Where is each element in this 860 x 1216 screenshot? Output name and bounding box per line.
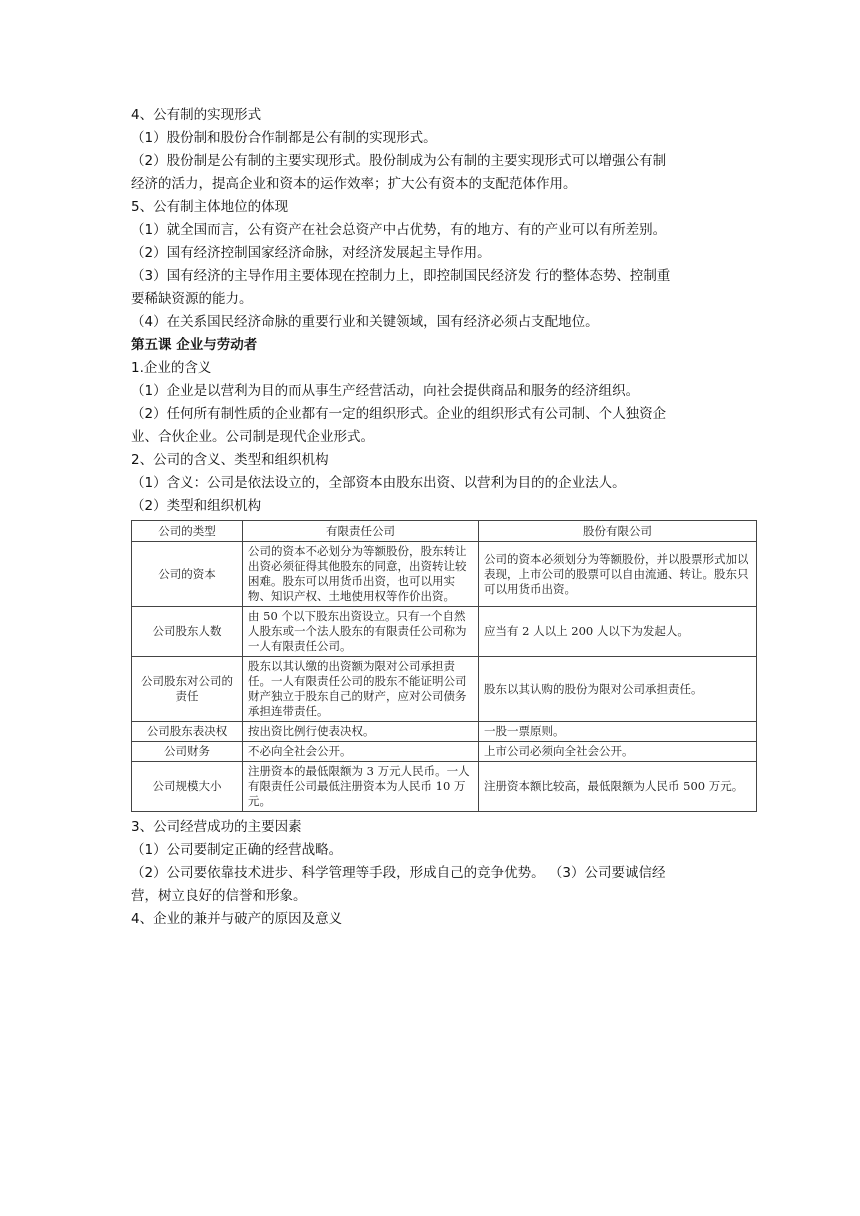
- table-cell: 应当有 2 人以上 200 人以下为发起人。: [479, 607, 757, 657]
- table-row: [132, 742, 757, 762]
- table-row: [132, 607, 757, 657]
- table-row: [132, 722, 757, 742]
- lesson-title: 第五课 企业与劳动者: [131, 337, 258, 353]
- paragraph: （1）含义：公司是依法设立的，全部资本由股东出资、以营利为目的的企业法人。: [131, 475, 626, 491]
- row-label-cell: 公司股东表决权: [132, 722, 243, 742]
- table-cell: 注册资本额比较高，最低限额为人民币 500 万元。: [479, 762, 757, 812]
- table-cell: 注册资本的最低限额为 3 万元人民币。一人有限责任公司最低注册资本为人民币 10 万元。: [243, 762, 479, 812]
- table-header-cell: 公司的类型: [132, 521, 243, 542]
- section-heading: 2、公司的含义、类型和组织机构: [131, 452, 329, 468]
- row-label-cell: 公司规模大小: [132, 762, 243, 812]
- table-header-row: [132, 521, 757, 542]
- table-cell: 公司的资本不必划分为等额股份，股东转让出资必须征得其他股东的同意，出资转让较困难。股东可以用货币出资，也可以用实物、知识产权、土地使用权等作价出资。: [243, 542, 479, 607]
- table-row: [132, 542, 757, 607]
- document-page: [131, 104, 761, 931]
- table-cell: 一股一票原则。: [479, 722, 757, 742]
- table-cell: 上市公司必须向全社会公开。: [479, 742, 757, 762]
- paragraph: （4）在关系国民经济命脉的重要行业和关键领域，国有经济必须占支配地位。: [131, 314, 599, 330]
- paragraph: （1）股份制和股份合作制都是公有制的实现形式。: [131, 130, 437, 146]
- section-heading: 1.企业的含义: [131, 360, 212, 376]
- table-cell: 按出资比例行使表决权。: [243, 722, 479, 742]
- section-heading: 3、公司经营成功的主要因素: [131, 819, 302, 835]
- table-row: [132, 762, 757, 812]
- table-row: [132, 657, 757, 722]
- section-heading: 5、公有制主体地位的体现: [131, 199, 289, 215]
- paragraph: （2）任何所有制性质的企业都有一定的组织形式。企业的组织形式有公司制、个人独资企: [131, 406, 667, 422]
- paragraph: （1）公司要制定正确的经营战略。: [131, 842, 343, 858]
- row-label-cell: 公司财务: [132, 742, 243, 762]
- paragraph: （2）股份制是公有制的主要实现形式。股份制成为公有制的主要实现形式可以增强公有制: [131, 153, 667, 169]
- table-cell: 公司的资本必须划分为等额股份，并以股票形式加以表现，上市公司的股票可以自由流通、转让。股东只可以用货币出资。: [479, 542, 757, 607]
- table-cell: 由 50 个以下股东出资设立。只有一个自然人股东或一个法人股东的有限责任公司称为一人有限责任公司。: [243, 607, 479, 657]
- paragraph: 经济的活力，提高企业和资本的运作效率；扩大公有资本的支配范体作用。: [131, 176, 577, 192]
- paragraph: 营，树立良好的信誉和形象。: [131, 888, 307, 904]
- paragraph: （2）国有经济控制国家经济命脉，对经济发展起主导作用。: [131, 245, 491, 261]
- paragraph: 要稀缺资源的能力。: [131, 291, 253, 307]
- row-label-cell: 公司股东对公司的责任: [132, 657, 243, 722]
- row-label-cell: 公司股东人数: [132, 607, 243, 657]
- paragraph: （1）企业是以营利为目的而从事生产经营活动，向社会提供商品和服务的经济组织。: [131, 383, 640, 399]
- section-heading: 4、企业的兼并与破产的原因及意义: [131, 911, 343, 927]
- paragraph: （2）类型和组织机构: [131, 498, 262, 514]
- table-cell: 股东以其认缴的出资额为限对公司承担责任。一人有限责任公司的股东不能证明公司财产独立于股东自己的财产，应对公司债务承担连带责任。: [243, 657, 479, 722]
- company-types-table: [131, 520, 757, 812]
- row-label-cell: 公司的资本: [132, 542, 243, 607]
- paragraph: 业、合伙企业。公司制是现代企业形式。: [131, 429, 374, 445]
- paragraph: （3）国有经济的主导作用主要体现在控制力上，即控制国民经济发 行的整体态势、控制重: [131, 268, 671, 284]
- table-header-cell: 有限责任公司: [243, 521, 479, 542]
- section-heading: 4、公有制的实现形式: [131, 107, 262, 123]
- table-cell: 不必向全社会公开。: [243, 742, 479, 762]
- table-header-cell: 股份有限公司: [479, 521, 757, 542]
- paragraph: （2）公司要依靠技术进步、科学管理等手段，形成自己的竞争优势。 （3）公司要诚信经: [131, 865, 666, 881]
- paragraph: （1）就全国而言，公有资产在社会总资产中占优势，有的地方、有的产业可以有所差别。: [131, 222, 667, 238]
- table-cell: 股东以其认购的股份为限对公司承担责任。: [479, 657, 757, 722]
